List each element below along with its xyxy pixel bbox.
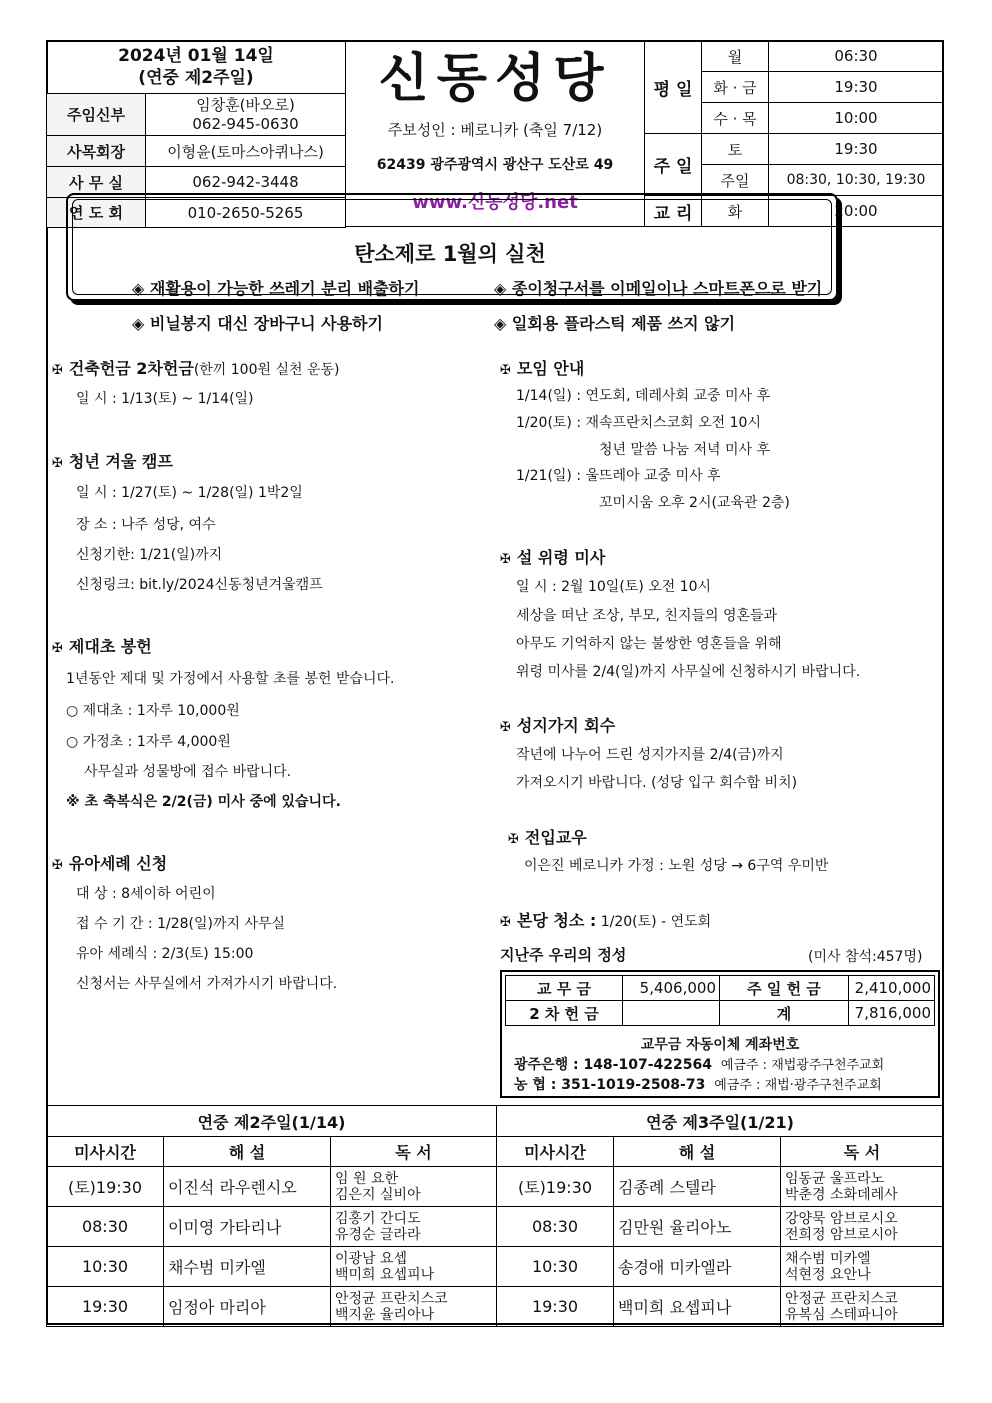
contact-yeondo-value: 010-2650-5265 bbox=[146, 198, 346, 228]
mass-weekday-label: 평 일 bbox=[645, 41, 702, 134]
contact-council-value: 이형윤(토마스아퀴나스) bbox=[146, 136, 346, 167]
mass-time: 19:30 bbox=[769, 72, 944, 103]
money-label: 주 일 헌 금 bbox=[720, 976, 849, 1001]
money-value: 7,816,000 bbox=[849, 1001, 935, 1026]
text-line: 작년에 나누어 드린 성지가지를 2/4(금)까지 bbox=[516, 747, 784, 763]
reader-cell: 안정균 프란치스코 유복심 스테파니아 bbox=[781, 1287, 944, 1327]
section-title: 유아세례 신청 bbox=[68, 854, 168, 873]
mass-day: 주일 bbox=[702, 165, 769, 196]
reader-cell: 임 원 요한 김은지 실비아 bbox=[331, 1167, 497, 1207]
account-bank: 농 협 : 351-1019-2508-73 bbox=[514, 1077, 706, 1093]
reader-cell: 안정균 프란치스코 백지윤 율리아나 bbox=[331, 1287, 497, 1327]
mass-time-cell: 10:30 bbox=[47, 1247, 164, 1287]
section-title: 설 위령 미사 bbox=[516, 548, 606, 567]
text-line: 일 시 : 2월 10일(토) 오전 10시 bbox=[516, 579, 712, 595]
text-line: 장 소 : 나주 성당, 여수 bbox=[76, 517, 216, 533]
cross-icon: ✠ bbox=[52, 858, 63, 873]
comment-cell: 이미영 가타리나 bbox=[164, 1207, 331, 1247]
text-line: 가져오시기 바랍니다. (성당 입구 회수함 비치) bbox=[516, 775, 798, 791]
section-title: 건축헌금 2차헌금 bbox=[68, 359, 194, 378]
money-label: 교 무 금 bbox=[506, 976, 623, 1001]
column-header: 독 서 bbox=[331, 1137, 497, 1167]
mass-time-cell: 08:30 bbox=[497, 1207, 614, 1247]
column-header: 해 설 bbox=[614, 1137, 781, 1167]
text-line: 1/21(일) : 울뜨레아 교중 미사 후 bbox=[516, 468, 721, 484]
money-value bbox=[623, 1001, 720, 1026]
account-row bbox=[514, 1054, 884, 1074]
carbon-item: ◈ 재활용이 가능한 쓰레기 분리 배출하기 bbox=[132, 279, 420, 298]
text-line: 1/20(토) : 재속프란치스코회 오전 10시 bbox=[516, 415, 761, 431]
offering-title: 지난주 우리의 정성 bbox=[500, 946, 627, 964]
section-title: 본당 청소 : bbox=[516, 911, 597, 930]
gyori-label: 교 리 bbox=[645, 196, 702, 227]
carbon-item: ◈ 일회용 플라스틱 제품 쓰지 않기 bbox=[494, 314, 736, 333]
section-meetings bbox=[500, 356, 584, 379]
mass-day: 수 · 목 bbox=[702, 103, 769, 134]
bulletin-week: (연중 제2주일) bbox=[138, 68, 254, 88]
section-cleaning bbox=[500, 908, 711, 931]
account-bank: 광주은행 : 148-107-422564 bbox=[514, 1057, 712, 1073]
offering-box bbox=[500, 970, 940, 1098]
contact-label-council: 사목회장 bbox=[47, 136, 146, 167]
mass-day: 월 bbox=[702, 41, 769, 72]
reader-cell: 김홍기 간디도 유경순 글라라 bbox=[331, 1207, 497, 1247]
mass-time-cell: 19:30 bbox=[497, 1287, 614, 1327]
week-title: 연중 제3주일(1/21) bbox=[497, 1106, 944, 1137]
text-line: 사무실과 성물방에 접수 바랍니다. bbox=[84, 764, 292, 780]
section-building-fund bbox=[52, 356, 339, 379]
reader-cell: 이광남 요셉 백미희 요셉피나 bbox=[331, 1247, 497, 1287]
contact-label-office: 사 무 실 bbox=[47, 167, 146, 198]
carbon-item: ◈ 종이청구서를 이메일이나 스마트폰으로 받기 bbox=[494, 279, 823, 298]
section-title: 모임 안내 bbox=[516, 359, 585, 378]
mass-time-cell: 08:30 bbox=[47, 1207, 164, 1247]
comment-cell: 임정아 마리아 bbox=[164, 1287, 331, 1327]
comment-cell: 이진석 라우렌시오 bbox=[164, 1167, 331, 1207]
text-line: 1년동안 제대 및 가정에서 사용할 초를 봉헌 받습니다. bbox=[66, 671, 395, 687]
patron-saint: 주보성인 : 베로니카 (축일 7/12) bbox=[387, 121, 603, 139]
table-row bbox=[47, 1247, 944, 1287]
text-line: ○ 제대초 : 1자루 10,000원 bbox=[66, 703, 240, 719]
section-altar-candle bbox=[52, 634, 152, 657]
comment-cell: 김만원 율리아노 bbox=[614, 1207, 781, 1247]
section-youth-camp bbox=[52, 449, 173, 472]
column-header: 미사시간 bbox=[497, 1137, 614, 1167]
text-line: 신청기한: 1/21(일)까지 bbox=[76, 547, 223, 563]
section-title: 성지가지 회수 bbox=[516, 716, 616, 735]
text-line: ※ 초 축복식은 2/2(금) 미사 중에 있습니다. bbox=[66, 794, 341, 810]
text-line: 위령 미사를 2/4(일)까지 사무실에 신청하시기 바랍니다. bbox=[516, 664, 861, 680]
comment-cell: 송경애 미카엘라 bbox=[614, 1247, 781, 1287]
mass-sunday-label: 주 일 bbox=[645, 134, 702, 196]
text-line: 일 시 : 1/27(토) ~ 1/28(일) 1박2일 bbox=[76, 485, 303, 501]
text-line: 청년 말씀 나눔 저녁 미사 후 bbox=[599, 442, 771, 458]
text-line: 일 시 : 1/13(토) ~ 1/14(일) bbox=[76, 391, 254, 407]
carbon-title: 탄소제로 1월의 실천 bbox=[354, 242, 546, 266]
money-value: 5,406,000 bbox=[623, 976, 720, 1001]
table-row bbox=[47, 1167, 944, 1207]
text-line: 접 수 기 간 : 1/28(일)까지 사무실 bbox=[76, 916, 286, 932]
reader-cell: 강양묵 암브로시오 전희정 암브로시아 bbox=[781, 1207, 944, 1247]
cross-icon: ✠ bbox=[500, 720, 511, 735]
money-label: 계 bbox=[720, 1001, 849, 1026]
reader-cell: 임동균 울프라노 박춘경 소화데레사 bbox=[781, 1167, 944, 1207]
money-value: 2,410,000 bbox=[849, 976, 935, 1001]
text-line: 1/20(토) - 연도회 bbox=[596, 914, 712, 930]
section-subtitle: (한끼 100원 실천 운동) bbox=[193, 362, 340, 378]
mass-day: 화 · 금 bbox=[702, 72, 769, 103]
mass-time: 19:30 bbox=[769, 134, 944, 165]
offering-table bbox=[505, 975, 935, 1026]
text-line: 신청서는 사무실에서 가져가시기 바랍니다. bbox=[76, 976, 338, 992]
schedule-table bbox=[46, 1105, 944, 1327]
section-title: 청년 겨울 캠프 bbox=[68, 452, 173, 471]
account-owner: 예금주 : 재법·광주구천주교회 bbox=[714, 1078, 882, 1093]
cross-icon: ✠ bbox=[52, 641, 63, 656]
contact-label-pastor: 주임신부 bbox=[47, 94, 146, 136]
bulletin-date: 2024년 01월 14일 bbox=[118, 46, 274, 66]
mass-time-cell: 19:30 bbox=[47, 1287, 164, 1327]
camp-signup-link[interactable]: 신청링크: bit.ly/2024신동청년겨울캠프 bbox=[76, 577, 323, 593]
account-owner: 예금주 : 재법광주구천주교회 bbox=[720, 1058, 885, 1073]
comment-cell: 채수범 미카엘 bbox=[164, 1247, 331, 1287]
mass-day: 화 bbox=[702, 196, 769, 227]
contact-label-yeondo: 연 도 회 bbox=[47, 198, 146, 228]
mass-time-cell: (토)19:30 bbox=[497, 1167, 614, 1207]
section-palm-return bbox=[500, 713, 615, 736]
cross-icon: ✠ bbox=[52, 363, 63, 378]
comment-cell: 백미희 요셉피나 bbox=[614, 1287, 781, 1327]
text-line: 아무도 기억하지 않는 불쌍한 영혼들을 위해 bbox=[516, 636, 782, 652]
mass-time: 10:00 bbox=[769, 103, 944, 134]
contact-office-value: 062-942-3448 bbox=[146, 167, 346, 198]
column-header: 독 서 bbox=[781, 1137, 944, 1167]
cross-icon: ✠ bbox=[500, 915, 511, 930]
section-infant-baptism bbox=[52, 851, 167, 874]
column-header: 미사시간 bbox=[47, 1137, 164, 1167]
text-line: 대 상 : 8세이하 어린이 bbox=[76, 886, 216, 902]
section-title: 제대초 봉헌 bbox=[68, 637, 152, 656]
church-address: 62439 광주광역시 광산구 도산로 49 bbox=[376, 157, 614, 173]
reader-cell: 채수범 미카엘 석현정 요안나 bbox=[781, 1247, 944, 1287]
attendance-count: (미사 참석:457명) bbox=[808, 949, 923, 965]
money-label: 2 차 헌 금 bbox=[506, 1001, 623, 1026]
mass-time-cell: 10:30 bbox=[497, 1247, 614, 1287]
mass-time: 08:30, 10:30, 19:30 bbox=[769, 165, 944, 196]
mass-time: 20:00 bbox=[769, 196, 944, 227]
cross-icon: ✠ bbox=[500, 363, 511, 378]
account-title: 교무금 자동이체 계좌번호 bbox=[640, 1037, 800, 1053]
table-row bbox=[47, 1207, 944, 1247]
text-line: ○ 가정초 : 1자루 4,000원 bbox=[66, 734, 231, 750]
comment-cell: 김종례 스텔라 bbox=[614, 1167, 781, 1207]
carbon-item: ◈ 비닐봉지 대신 장바구니 사용하기 bbox=[132, 314, 383, 333]
cross-icon: ✠ bbox=[52, 456, 63, 471]
church-name: 신동성당 bbox=[378, 49, 612, 109]
mass-time: 06:30 bbox=[769, 41, 944, 72]
section-title: 전입교우 bbox=[524, 828, 587, 847]
cross-icon: ✠ bbox=[500, 552, 511, 567]
text-line: 세상을 떠난 조상, 부모, 친지들의 영혼들과 bbox=[516, 608, 778, 624]
contact-pastor-phone: 062-945-0630 bbox=[192, 114, 299, 133]
section-new-parishioner bbox=[508, 825, 587, 848]
column-header: 해 설 bbox=[164, 1137, 331, 1167]
text-line: 1/14(일) : 연도회, 데레사회 교중 미사 후 bbox=[516, 388, 771, 404]
mass-day: 토 bbox=[702, 134, 769, 165]
section-memorial-mass bbox=[500, 545, 605, 568]
account-row bbox=[514, 1074, 882, 1094]
text-line: 꼬미시움 오후 2시(교육관 2층) bbox=[599, 495, 790, 511]
table-row bbox=[47, 1287, 944, 1327]
week-title: 연중 제2주일(1/14) bbox=[47, 1106, 497, 1137]
text-line: 유아 세례식 : 2/3(토) 15:00 bbox=[76, 946, 254, 962]
contact-pastor-name: 임창훈(바오로) bbox=[196, 95, 295, 114]
cross-icon: ✠ bbox=[508, 832, 519, 847]
church-website-link[interactable]: www.신동성당.net bbox=[412, 192, 578, 213]
text-line: 이은진 베로니카 가정 : 노원 성당 → 6구역 우미반 bbox=[524, 858, 829, 874]
mass-time-cell: (토)19:30 bbox=[47, 1167, 164, 1207]
